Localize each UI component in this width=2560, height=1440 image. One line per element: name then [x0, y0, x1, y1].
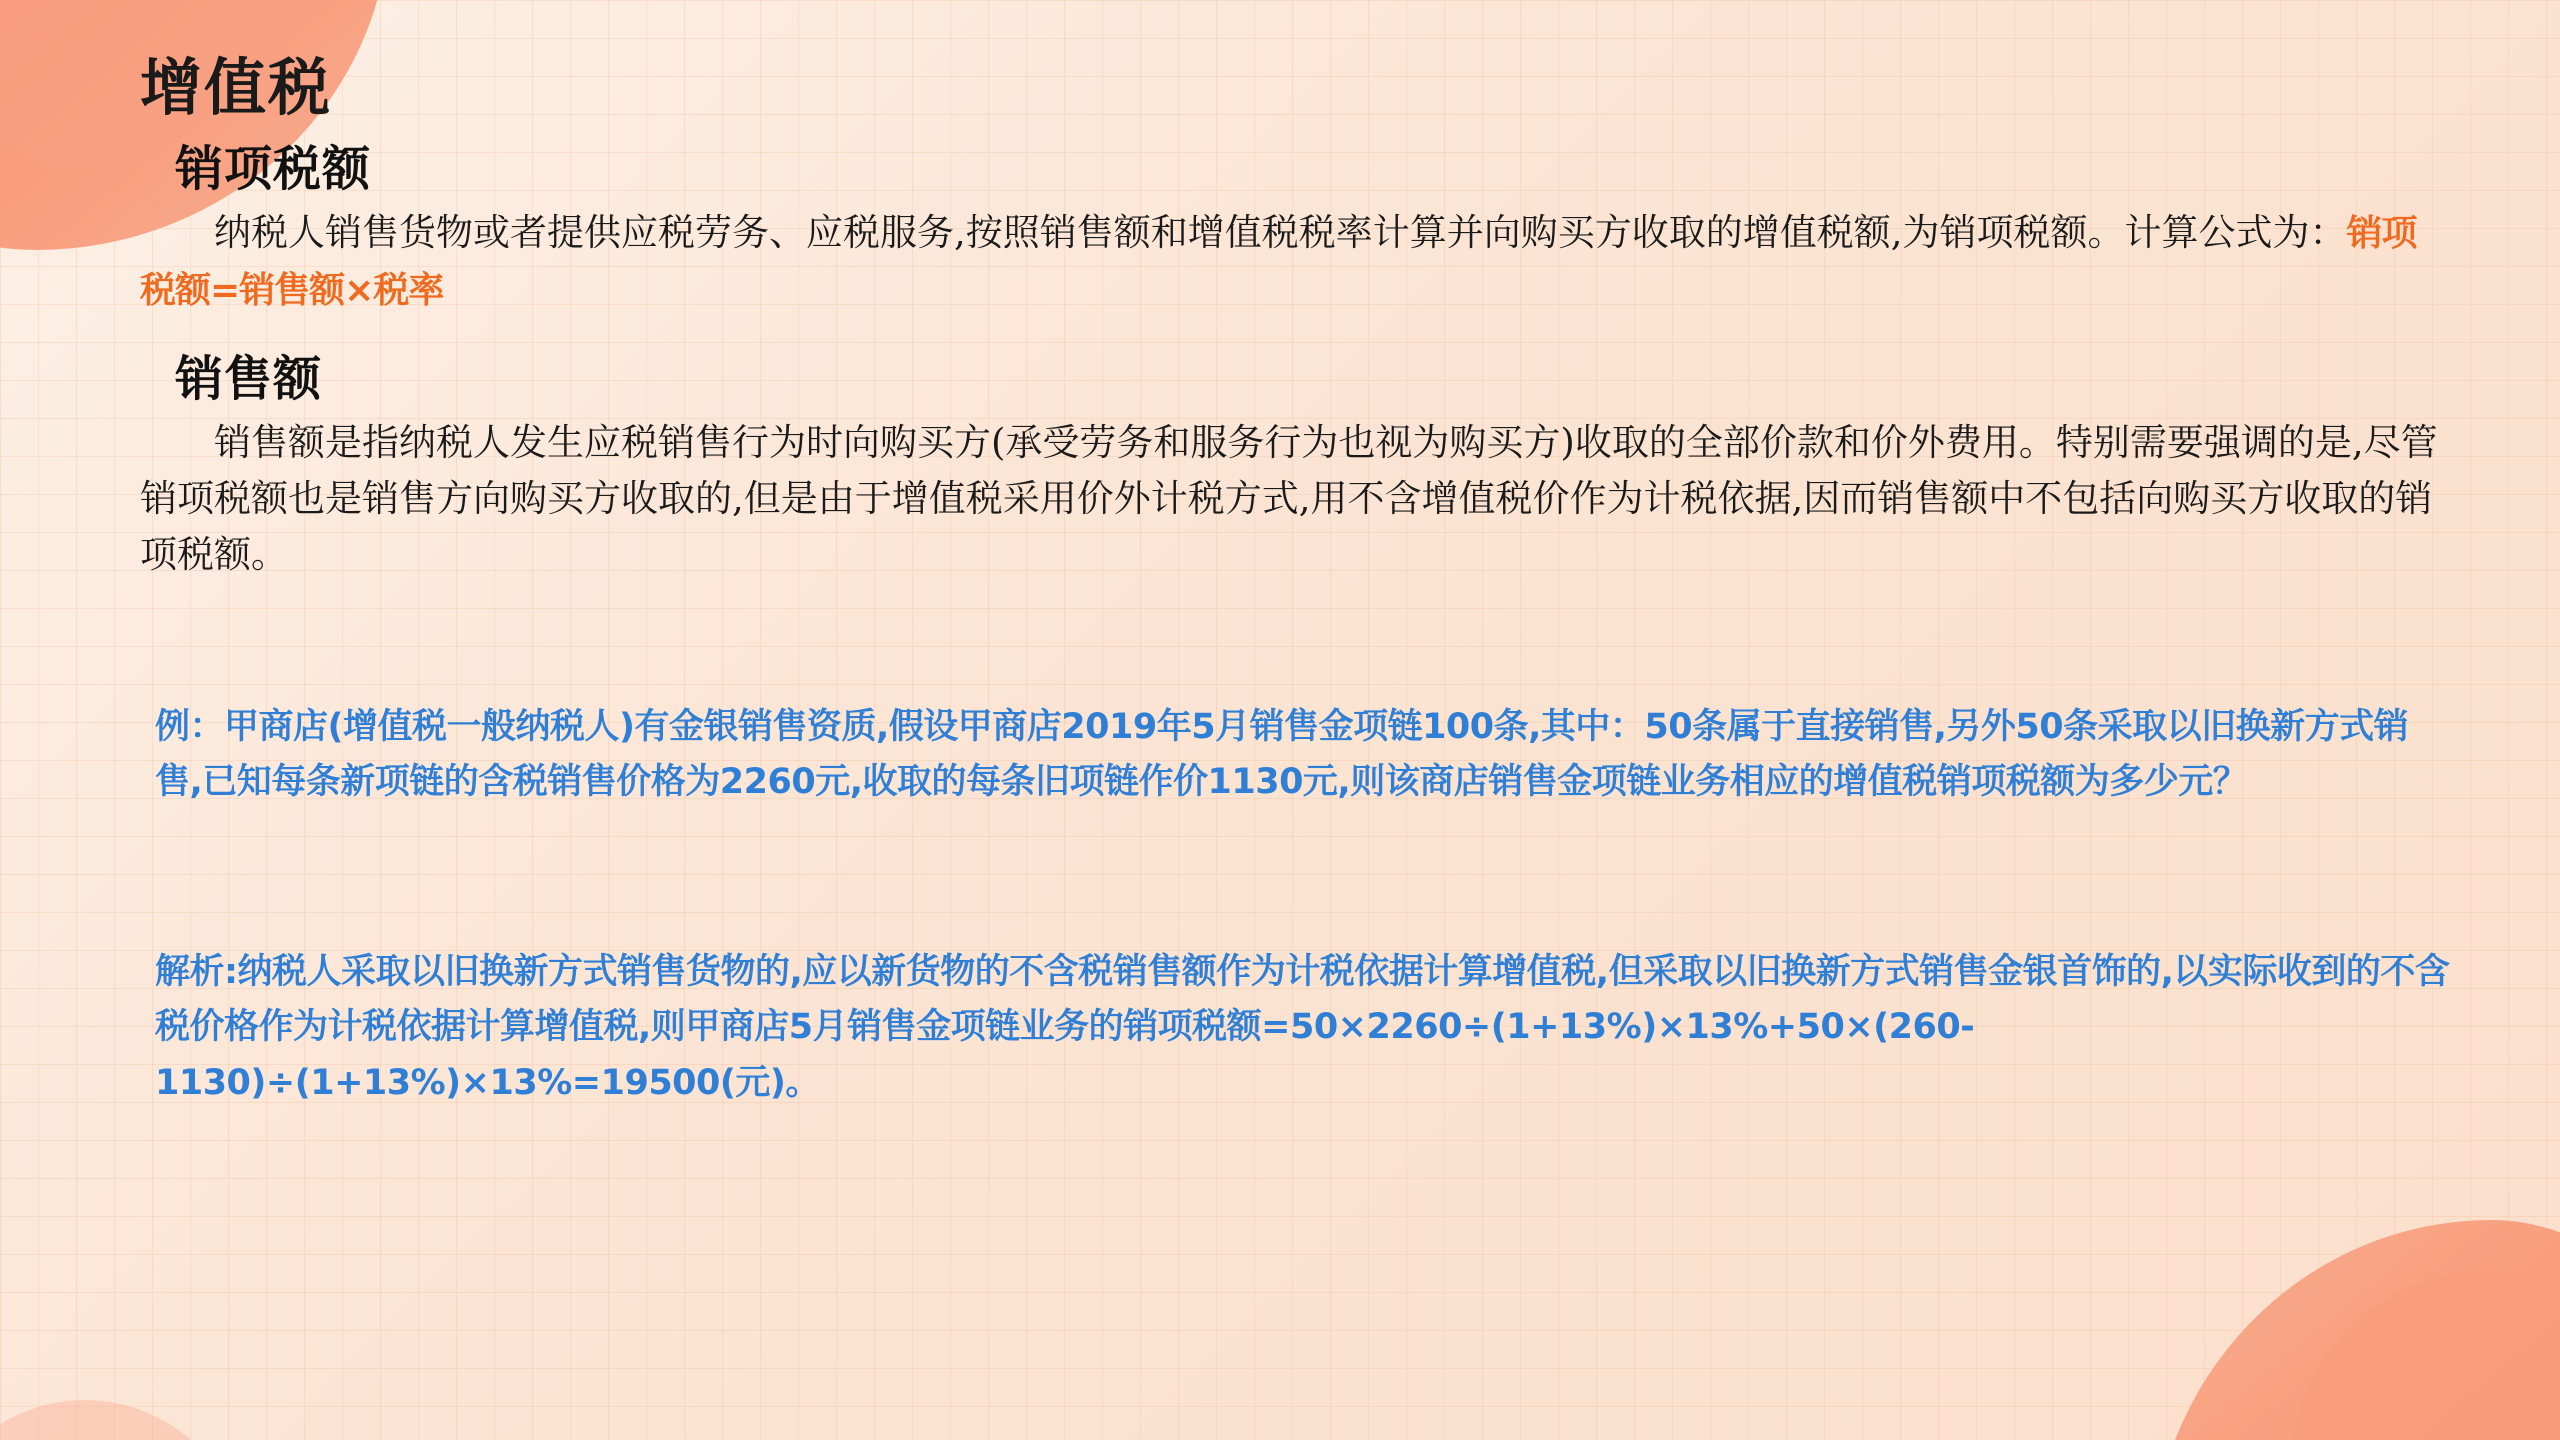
decorative-blob-bottom-left: [0, 1400, 250, 1440]
paragraph-output-tax: [140, 205, 2430, 318]
page-title: 增值税: [140, 51, 333, 124]
example-block: [155, 700, 2445, 811]
analysis-text: 纳税人采取以旧换新方式销售货物的,应以新货物的不含税销售额作为计税依据计算增值税,但采取以旧换新方式销售金银首饰的,以实际收到的不含税价格作为计税依据计算增值税,则甲商店5月销售金项链业务的销项税额=50×2260÷(1+13%)×13%+50×(260-1130)÷(1+13%)×13%=19500(元)。: [155, 952, 2450, 1103]
section-heading-output-tax: 销项税额: [175, 141, 372, 197]
formula-output-tax: 销项税额=销售额×税率: [140, 213, 2417, 311]
section-heading-sales-amount: 销售额: [175, 351, 323, 407]
analysis-block: [155, 945, 2455, 1111]
example-text: 甲商店(增值税一般纳税人)有金银销售资质,假设甲商店2019年5月销售金项链100条,其中：50条属于直接销售,另外50条采取以旧换新方式销售,已知每条新项链的含税销售价格为2260元,收取的每条旧项链作价1130元,则该商店销售金项链业务相应的增值税销项税额为多少元？: [155, 707, 2409, 803]
paragraph-sales-amount: 销售额是指纳税人发生应税销售行为时向购买方(承受劳务和服务行为也视为购买方)收取的全部价款和价外费用。特别需要强调的是,尽管销项税额也是销售方向购买方收取的,但是由于增值税采用价外计税方式,用不含增值税价作为计税依据,因而销售额中不包括向购买方收取的销项税额。: [140, 421, 2438, 577]
analysis-label: 解析:: [155, 952, 238, 992]
paragraph-output-tax-lead: 纳税人销售货物或者提供应税劳务、应税服务,按照销售额和增值税税率计算并向购买方收取的增值税额,为销项税额。计算公式为：: [214, 211, 2347, 254]
example-label: 例：: [155, 707, 225, 747]
